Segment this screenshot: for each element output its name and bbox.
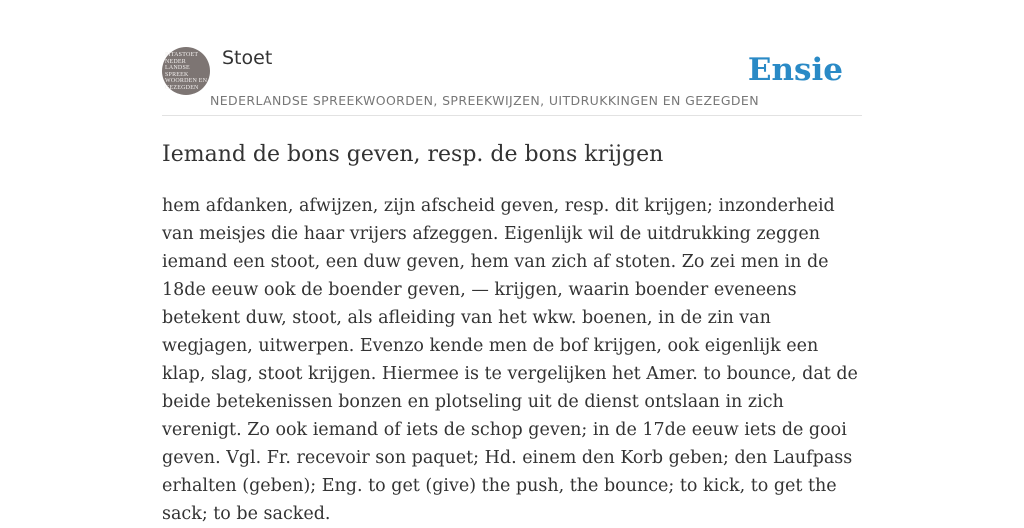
source-subtitle: NEDERLANDSE SPREEKWOORDEN, SPREEKWIJZEN, UITDRUKKINGEN EN GEZEGDEN bbox=[210, 93, 759, 108]
author-avatar[interactable] bbox=[162, 47, 210, 95]
header-divider bbox=[162, 115, 862, 116]
brand-logo[interactable]: Ensie bbox=[747, 52, 843, 88]
avatar-book-cover-text: PITASTOET NEDER LANDSE SPREEK WOORDEN EN GEZEGDEN bbox=[165, 52, 208, 91]
entry-title: Iemand de bons geven, resp. de bons krijgen bbox=[162, 142, 664, 167]
author-name[interactable]: Stoet bbox=[222, 47, 273, 69]
entry-body: hem afdanken, afwijzen, zijn afscheid geven, resp. dit krijgen; inzonderheid van meisjes die haar vrijers afzeggen. Eigenlijk wil de uitdrukking zeggen iemand een stoot, een duw geven, hem van zich af stoten. Zo zei men in de 18de eeuw ook de boender geven, — krijgen, waarin boender eveneens betekent duw, stoot, als afleiding van het wkw. boenen, in de zin van wegjagen, uitwerpen. Evenzo kende men de bof krijgen, ook eigenlijk een klap, slag, stoot krijgen. Hiermee is te vergelijken het Amer. to bounce, dat de beide betekenissen bonzen en plotseling uit de dienst ontslaan in zich verenigt. Zo ook iemand of iets de schop geven; in de 17de eeuw iets de gooi geven. Vgl. Fr. recevoir son paquet; Hd. einem den Korb geben; den Laufpass erhalten (geben); Eng. to get (give) the push, the bounce; to kick, to get the sack; to be sacked. bbox=[162, 196, 858, 524]
